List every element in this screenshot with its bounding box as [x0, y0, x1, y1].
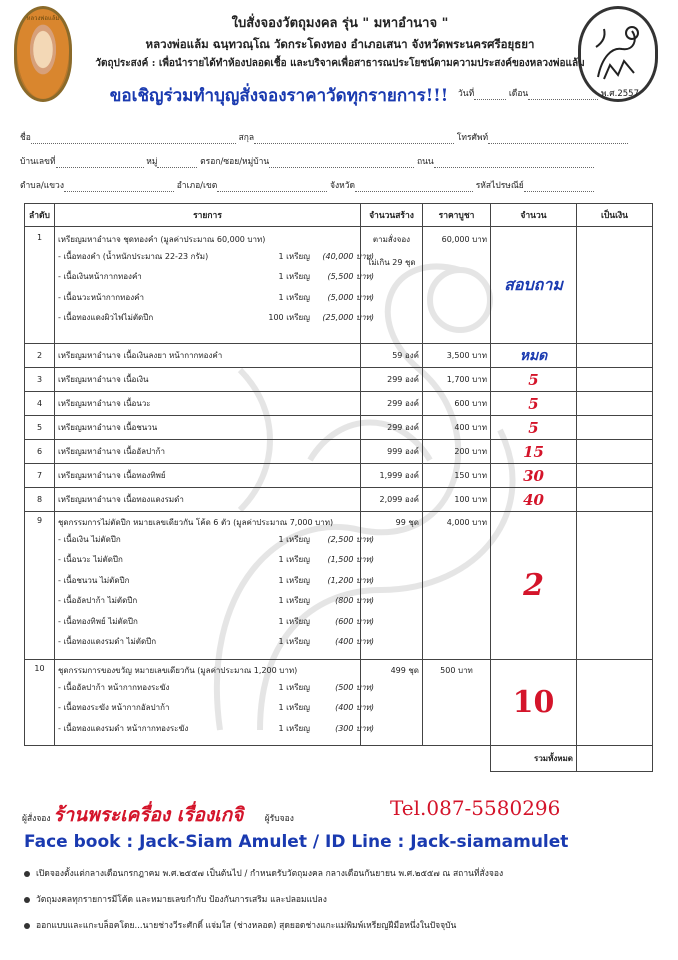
note-text: ออกแบบและแกะบล็อคโดย...นายช่างวีระศักดิ์ แจ่มใส (ช่างหลอด) สุดยอดช่างแกะแม่พิมพ์เหรียญฝีมือหนึ่งในปัจจุบัน [36, 921, 457, 931]
form-purpose: วัตถุประสงค์ : เพื่อนำรายได้ทำห้องปลอดเชื้อ และบริจาคเพื่อสาธารณประโยชน์ตามความประสงค์ของหลวงพ่อแล้ม [95, 58, 585, 69]
tambon-field[interactable] [64, 181, 174, 192]
table-row [25, 344, 653, 368]
total-amount[interactable] [577, 746, 653, 772]
sub-name: - เนื้ออัลปาก้า ไม่ตัดปีก [58, 596, 138, 606]
house-no-field[interactable] [56, 157, 144, 168]
row-price: 200 บาท [423, 440, 491, 464]
row-price: 4,000 บาท [423, 512, 491, 660]
sub-item [58, 570, 374, 591]
row-qty[interactable]: หมด [491, 344, 577, 368]
phone-field[interactable] [488, 133, 628, 144]
sub-price: (600 บาท) [335, 616, 374, 626]
postcode-field[interactable] [524, 181, 594, 192]
row-qty[interactable]: 5 [491, 392, 577, 416]
road-label: ถนน [416, 157, 434, 167]
moo-field[interactable] [157, 157, 197, 168]
postcode-label: รหัสไปรษณีย์ [475, 181, 524, 191]
form-row-district [20, 178, 660, 192]
col-qty-header: จำนวน [491, 204, 577, 227]
soi-label: ตรอก/ซอย/หมู่บ้าน [200, 157, 270, 167]
moo-label: หมู่ [146, 157, 158, 167]
sub-price: (400 บาท) [335, 703, 374, 713]
row-price: 500 บาท [423, 660, 491, 746]
row-title: เหรียญมหาอำนาจ เนื้อเงิน [55, 368, 361, 392]
row-units: 999 องค์ [361, 440, 423, 464]
form-title: ใบสั่งจองวัตถุมงคล รุ่น " มหาอำนาจ " [231, 16, 449, 31]
row-qty[interactable]: 5 [491, 368, 577, 392]
row-units: 299 องค์ [361, 392, 423, 416]
row-item [55, 660, 374, 746]
sub-price: (400 บาท) [335, 637, 374, 647]
sub-item [58, 550, 374, 571]
sub-item [58, 698, 374, 719]
row-units-main: ตามสั่งจอง [372, 235, 411, 244]
row-title: เหรียญมหาอำนาจ เนื้ออัลปาก้า [55, 440, 361, 464]
sub-item [58, 718, 374, 739]
name-field[interactable] [31, 133, 236, 144]
note-text: เปิดจองตั้งแต่กลางเดือนกรกฎาคม พ.ศ.๒๕๕๗ เป็นต้นไป / กำหนดรับวัตถุมงคล กลางเดือนกันยายน พ.ศ.๒๕๕๗ ณ สถานที่สั่งจอง [36, 869, 504, 879]
province-label: จังหวัด [329, 181, 356, 191]
sub-name: - เนื้อทองระฆัง หน้ากากอัลปาก้า [58, 703, 170, 713]
sub-price: (800 บาท) [335, 596, 374, 606]
row-amount[interactable] [577, 488, 653, 512]
form-row-name [20, 130, 660, 144]
sub-price: (40,000 บาท) [322, 251, 374, 261]
row-price: 60,000 บาท [423, 227, 491, 344]
province-field[interactable] [355, 181, 473, 192]
date-line [458, 86, 639, 100]
row-units [361, 227, 423, 344]
sub-item [58, 591, 374, 612]
table-row [25, 488, 653, 512]
date-month-label: เดือน [508, 89, 529, 99]
house-no-label: บ้านเลขที่ [20, 157, 56, 167]
row-title: ชุดกรรมการของขวัญ หมายเลขเดียวกัน (มูลค่าประมาณ 1,200 บาท) [58, 666, 298, 675]
row-title: เหรียญมหาอำนาจ เนื้อนวะ [55, 392, 361, 416]
row-price: 100 บาท [423, 488, 491, 512]
col-amount-header: เป็นเงิน [577, 204, 653, 227]
shop-name: ร้านพระเครื่อง เรื่องเกจิ [53, 804, 244, 826]
sub-name: - เนื้อทองคำ (น้ำหนักประมาณ 22-23 กรัม) [58, 251, 209, 261]
telephone[interactable]: Tel.087-5580296 [390, 796, 561, 820]
sub-price: (1,200 บาท) [327, 575, 374, 585]
note-item [24, 866, 503, 880]
sub-name: - เนื้ออัลปาก้า หน้ากากทองระฆัง [58, 682, 170, 692]
row-amount[interactable] [577, 368, 653, 392]
surname-field[interactable] [254, 133, 454, 144]
row-no: 5 [25, 416, 55, 440]
sub-qty: 1 เหรียญ [278, 703, 310, 713]
row-price: 400 บาท [423, 416, 491, 440]
orderer-line [22, 800, 294, 830]
phone-label: โทรศัพท์ [456, 133, 489, 143]
row-qty[interactable]: 5 [491, 416, 577, 440]
row-units: 299 องค์ [361, 416, 423, 440]
sub-item [58, 287, 374, 308]
row-title: เหรียญมหาอำนาจ เนื้อทองทิพย์ [55, 464, 361, 488]
sub-name: - เนื้อทองทิพย์ ไม่ตัดปีก [58, 616, 138, 626]
sub-item [58, 246, 374, 267]
sub-item [58, 677, 374, 698]
row-units: 1,999 องค์ [361, 464, 423, 488]
total-row [25, 746, 653, 772]
date-day-label: วันที่ [458, 89, 475, 99]
row-title: เหรียญมหาอำนาจ เนื้อทองแดงรมดำ [55, 488, 361, 512]
road-field[interactable] [434, 157, 594, 168]
row-qty[interactable]: 40 [491, 488, 577, 512]
row-units: 99 ชุด [361, 512, 423, 660]
row-no: 10 [25, 660, 55, 746]
col-item-header: รายการ [55, 204, 361, 227]
sub-name: - เนื้อทองแดงรมดำ ไม่ตัดปีก [58, 637, 157, 647]
table-row [25, 368, 653, 392]
order-table [24, 203, 653, 772]
row-title: เหรียญมหาอำนาจ ชุดทองคำ (มูลค่าประมาณ 60,000 บาท) [58, 235, 266, 244]
sub-name: - เนื้อนวะ ไม่ตัดปีก [58, 555, 123, 565]
tambon-label: ตำบล/แขวง [20, 181, 64, 191]
orderer-label: ผู้สั่งจอง [22, 814, 51, 824]
invite-text: ขอเชิญร่วมทำบุญสั่งจองราคาวัดทุกรายการ!!! [109, 86, 449, 106]
row-no: 2 [25, 344, 55, 368]
sub-name: - เนื้อทองแดงผิวไฟไม่ตัดปีก [58, 313, 154, 323]
row-no: 3 [25, 368, 55, 392]
row-title: ชุดกรรมการไม่ตัดปีก หมายเลขเดียวกัน โค้ด 6 ตัว (มูลค่าประมาณ 7,000 บาท) [58, 518, 334, 527]
row-qty[interactable]: 30 [491, 464, 577, 488]
row-units: 2,099 องค์ [361, 488, 423, 512]
facebook-line-contact[interactable]: Face book : Jack-Siam Amulet / ID Line : Jack-siamamulet [24, 832, 569, 852]
row-qty[interactable]: สอบถาม [491, 227, 577, 344]
sub-qty: 1 เหรียญ [278, 616, 310, 626]
row-amount[interactable] [577, 392, 653, 416]
sub-qty: 1 เหรียญ [278, 251, 310, 261]
row-amount[interactable] [577, 344, 653, 368]
sub-qty: 1 เหรียญ [278, 575, 310, 585]
sub-name: - เนื้อชนวน ไม่ตัดปีก [58, 575, 130, 585]
sub-qty: 1 เหรียญ [278, 555, 310, 565]
sub-item [58, 308, 374, 329]
table-row [25, 660, 653, 746]
note-text: วัตถุมงคลทุกรายการมีโค้ด และหมายเลขกำกับ ป้องกันการเสริม และปลอมแปลง [36, 895, 327, 905]
name-label: ชื่อ [20, 133, 31, 143]
row-units: 59 องค์ [361, 344, 423, 368]
row-no: 7 [25, 464, 55, 488]
sub-price: (500 บาท) [335, 682, 374, 692]
surname-label: สกุล [238, 133, 255, 143]
row-units: 299 องค์ [361, 368, 423, 392]
amphoe-label: อำเภอ/เขต [176, 181, 218, 191]
sub-price: (1,500 บาท) [327, 555, 374, 565]
sub-name: - เนื้อทองแดงรมดำ หน้ากากทองระฆัง [58, 723, 189, 733]
form-row-address [20, 154, 660, 168]
soi-field[interactable] [269, 157, 414, 168]
sub-name: - เนื้อเงิน ไม่ตัดปีก [58, 534, 121, 544]
sub-price: (300 บาท) [335, 723, 374, 733]
sub-item [58, 529, 374, 550]
portrait-caption: หลวงพ่อแล้ม [26, 15, 60, 22]
row-amount[interactable] [577, 416, 653, 440]
row-no: 6 [25, 440, 55, 464]
table-row [25, 392, 653, 416]
table-row [25, 440, 653, 464]
sub-price: (5,000 บาท) [327, 292, 374, 302]
row-no: 4 [25, 392, 55, 416]
sub-qty: 1 เหรียญ [278, 637, 310, 647]
row-amount[interactable] [577, 227, 653, 344]
sub-price: (2,500 บาท) [327, 534, 374, 544]
sub-qty: 1 เหรียญ [278, 682, 310, 692]
sub-qty: 1 เหรียญ [278, 723, 310, 733]
row-qty[interactable]: 10 [491, 660, 577, 746]
row-amount[interactable] [577, 660, 653, 746]
sub-name: - เนื้อนวะหน้ากากทองคำ [58, 292, 144, 302]
sub-item [58, 632, 374, 653]
sub-price: (25,000 บาท) [322, 313, 374, 323]
row-price: 1,700 บาท [423, 368, 491, 392]
note-item [24, 918, 456, 932]
row-no: 9 [25, 512, 55, 660]
bullet-icon [24, 897, 30, 903]
sub-name: - เนื้อเงินหน้ากากทองคำ [58, 272, 142, 282]
amphoe-field[interactable] [217, 181, 327, 192]
row-no: 8 [25, 488, 55, 512]
row-item [55, 227, 374, 344]
row-price: 3,500 บาท [423, 344, 491, 368]
total-label: รวมทั้งหมด [491, 746, 577, 772]
row-amount[interactable] [577, 512, 653, 660]
receiver-label: ผู้รับจอง [264, 814, 294, 824]
col-no-header: ลำดับ [25, 204, 55, 227]
date-year-label: พ.ศ.2557 [600, 89, 639, 99]
sub-item [58, 267, 374, 288]
row-qty[interactable]: 15 [491, 440, 577, 464]
row-units-limit: ไม่เกิน 29 ชุด [367, 258, 416, 267]
sub-price: (5,500 บาท) [327, 272, 374, 282]
sub-qty: 100 เหรียญ [268, 313, 310, 323]
table-row [25, 464, 653, 488]
note-item [24, 892, 327, 906]
row-item [55, 512, 374, 660]
table-header-row [25, 204, 653, 227]
row-amount[interactable] [577, 440, 653, 464]
table-row [25, 416, 653, 440]
form-subtitle: หลวงพ่อแล้ม ฉนฺทวณฺโณ วัดกระโดงทอง อำเภอเสนา จังหวัดพระนครศรีอยุธยา [145, 37, 535, 51]
row-price: 150 บาท [423, 464, 491, 488]
row-title: เหรียญมหาอำนาจ เนื้อเงินลงยา หน้ากากทองคำ [55, 344, 361, 368]
table-row [25, 512, 653, 660]
row-amount[interactable] [577, 464, 653, 488]
bullet-icon [24, 871, 30, 877]
col-price-header: ราคาบูชา [423, 204, 491, 227]
row-title: เหรียญมหาอำนาจ เนื้อชนวน [55, 416, 361, 440]
sub-qty: 1 เหรียญ [278, 534, 310, 544]
row-no: 1 [25, 227, 55, 344]
row-price: 600 บาท [423, 392, 491, 416]
sub-qty: 1 เหรียญ [278, 272, 310, 282]
sub-qty: 1 เหรียญ [278, 596, 310, 606]
row-qty[interactable]: 2 [491, 512, 577, 660]
row-units: 499 ชุด [361, 660, 423, 746]
sub-item [58, 611, 374, 632]
table-row [25, 227, 653, 344]
col-units-header: จำนวนสร้าง [361, 204, 423, 227]
bullet-icon [24, 923, 30, 929]
sub-qty: 1 เหรียญ [278, 292, 310, 302]
